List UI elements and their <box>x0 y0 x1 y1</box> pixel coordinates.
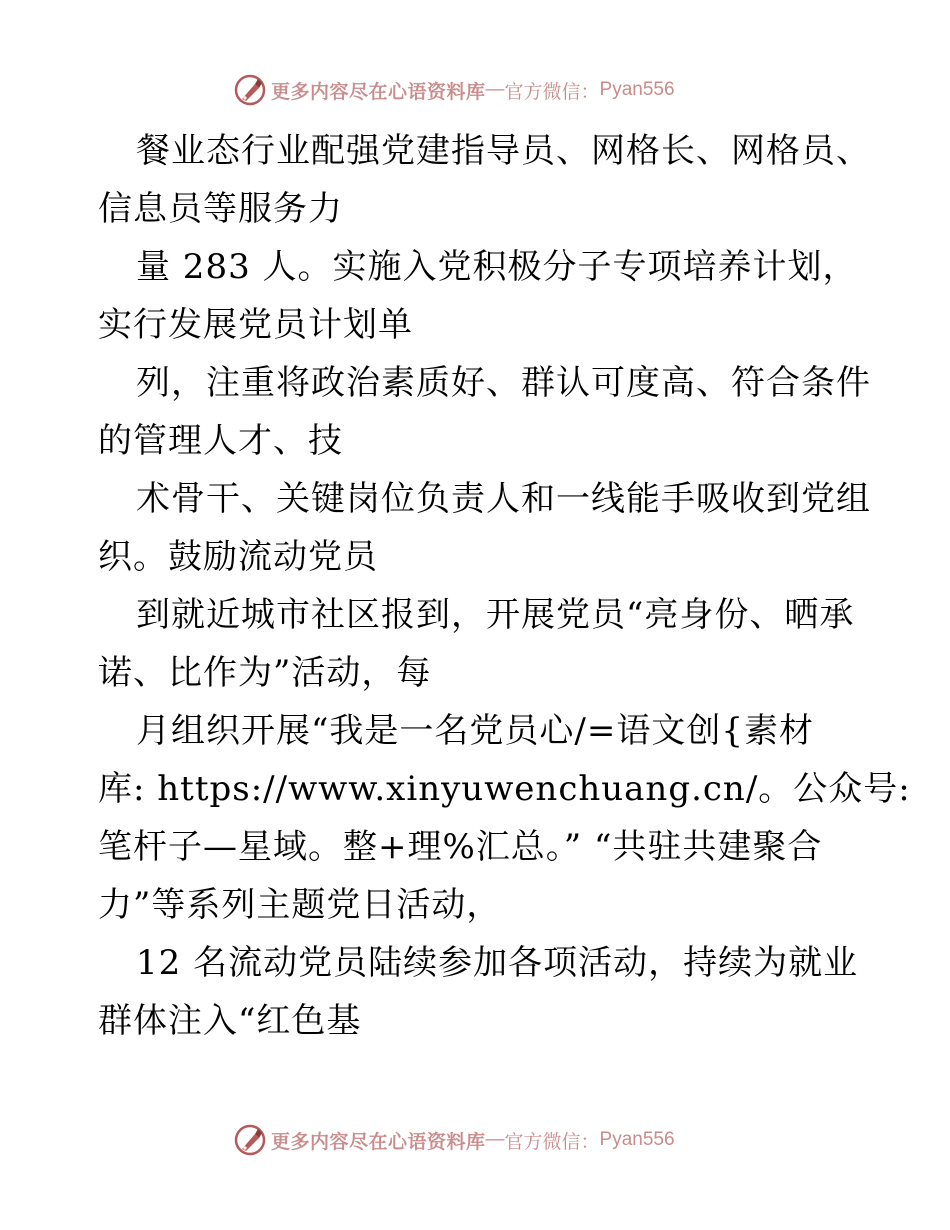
text-line: 力”等系列主题党日活动， <box>98 885 502 925</box>
text-line: 信息员等服务力 <box>98 189 343 229</box>
fountain-pen-icon <box>233 73 267 107</box>
text-line: 术骨干、关键岗位负责人和一线能手吸收到党组 <box>136 479 871 519</box>
fountain-pen-icon <box>233 1123 267 1157</box>
text-line: 织。鼓励流动党员 <box>98 537 378 577</box>
watermark-account: Pyan556 <box>599 79 675 100</box>
watermark-label: 官方微信： <box>504 1130 600 1153</box>
watermark-brand: 更多内容尽在心语资料库 <box>271 1130 486 1153</box>
text-line: 实行发展党员计划单 <box>98 305 413 345</box>
text-line: 群体注入“红色基 <box>98 1001 362 1041</box>
header-watermark <box>233 72 675 108</box>
watermark-separator: — <box>485 79 505 100</box>
text-line: 笔杆子—星域。整+理%汇总。” “共驻共建聚合 <box>98 827 823 867</box>
text-line: 诺、比作为”活动，每 <box>98 653 432 693</box>
body-text <box>98 122 911 1050</box>
text-line: 餐业态行业配强党建指导员、网格长、网格员、 <box>136 131 871 171</box>
text-line: 月组织开展“我是一名党员心/=语文创{素材 <box>136 711 814 751</box>
text-line: 列，注重将政治素质好、群认可度高、符合条件 <box>136 363 871 403</box>
text-line: 12 名流动党员陆续参加各项活动，持续为就业 <box>136 943 859 983</box>
watermark-separator: — <box>485 1129 505 1150</box>
text-line: 到就近城市社区报到，开展党员“亮身份、晒承 <box>136 595 855 635</box>
footer-watermark <box>233 1122 675 1158</box>
watermark-brand: 更多内容尽在心语资料库 <box>271 80 486 103</box>
watermark-label: 官方微信： <box>504 80 600 103</box>
text-line: 库: https://www.xinyuwenchuang.cn/。公众号: <box>98 769 911 809</box>
watermark-account: Pyan556 <box>599 1129 675 1150</box>
text-line: 量 283 人。实施入党积极分子专项培养计划， <box>136 247 858 287</box>
text-line: 的管理人才、技 <box>98 421 343 461</box>
